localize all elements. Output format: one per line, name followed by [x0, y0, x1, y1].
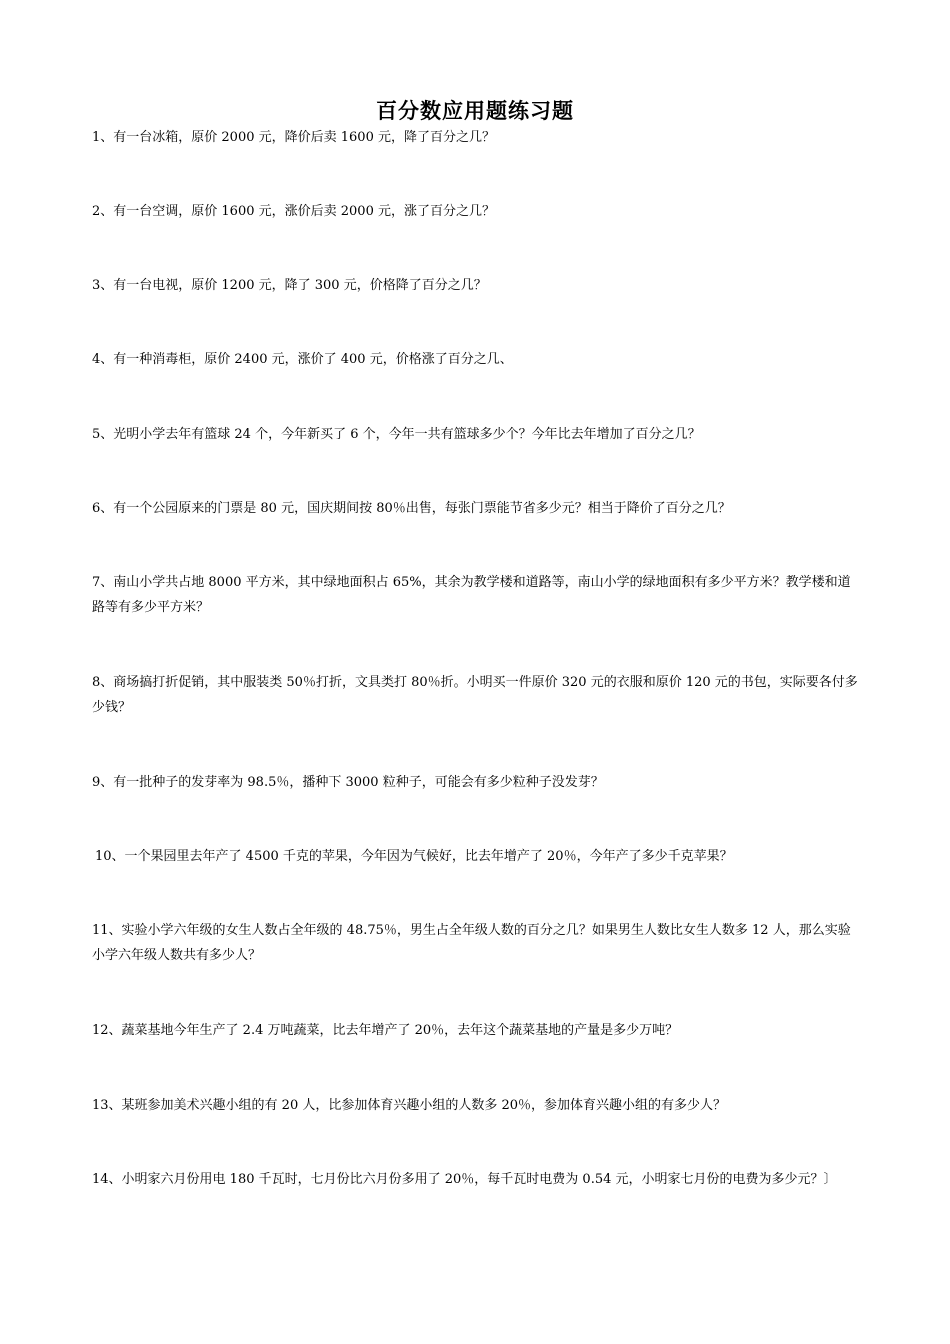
- question-12: 12、蔬菜基地今年生产了 2.4 万吨蔬菜，比去年增产了 20％，去年这个蔬菜基地的产量是多少万吨？: [92, 1023, 679, 1038]
- question-5: 5、光明小学去年有篮球 24 个，今年新买了 6 个，今年一共有篮球多少个？今年比去年增加了百分之几？: [92, 427, 701, 442]
- question-1: 1、有一台冰箱，原价 2000 元，降价后卖 1600 元，降了百分之几？: [92, 130, 495, 145]
- question-7: 7、南山小学共占地 8000 平方米，其中绿地面积占 65%，其余为教学楼和道路等，南山小学的绿地面积有多少平方米？教学楼和道路等有多少平方米？: [92, 575, 851, 615]
- question-3: 3、有一台电视，原价 1200 元，降了 300 元，价格降了百分之几？: [92, 278, 487, 293]
- question-4: 4、有一种消毒柜，原价 2400 元，涨价了 400 元，价格涨了百分之几、: [92, 352, 513, 367]
- question-13: 13、某班参加美术兴趣小组的有 20 人，比参加体育兴趣小组的人数多 20％，参加体育兴趣小组的有多少人？: [92, 1098, 727, 1113]
- question-11: 11、实验小学六年级的女生人数占全年级的 48.75％，男生占全年级人数的百分之几？如果男生人数比女生人数多 12 人，那么实验小学六年级人数共有多少人？: [92, 923, 851, 963]
- question-14: 14、小明家六月份用电 180 千瓦时，七月份比六月份多用了 20％，每千瓦时电费为 0.54 元，小明家七月份的电费为多少元？〕: [92, 1172, 837, 1187]
- question-9: 9、有一批种子的发芽率为 98.5％，播种下 3000 粒种子，可能会有多少粒种子没发芽？: [92, 775, 604, 790]
- page-title: 百分数应用题练习题: [376, 98, 574, 123]
- question-8: 8、商场搞打折促销，其中服装类 50％打折，文具类打 80％折。小明买一件原价 320 元的衣服和原价 120 元的书包，实际要各付多少钱？: [92, 675, 858, 715]
- question-6: 6、有一个公园原来的门票是 80 元，国庆期间按 80％出售，每张门票能节省多少元？相当于降价了百分之几？: [92, 501, 731, 516]
- question-10: 10、一个果园里去年产了 4500 千克的苹果，今年因为气候好，比去年增产了 20％，今年产了多少千克苹果？: [95, 849, 733, 864]
- question-2: 2、有一台空调，原价 1600 元，涨价后卖 2000 元，涨了百分之几？: [92, 204, 495, 219]
